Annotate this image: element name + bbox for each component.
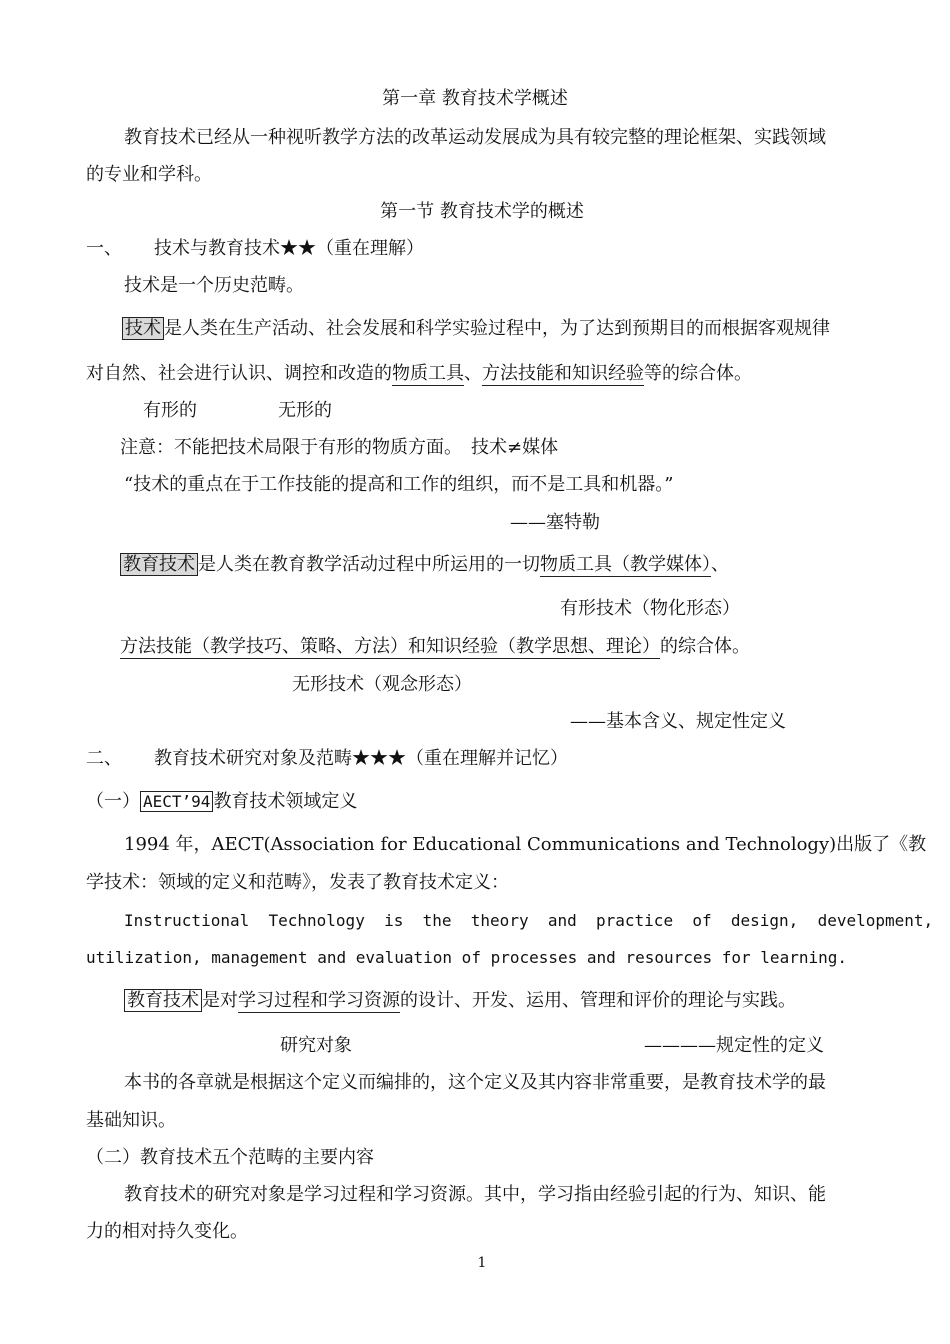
research-object-line-1: 教育技术的研究对象是学习过程和学习资源。其中，学习指由经验引起的行为、知识、能 [124, 1184, 826, 1205]
underline-learning-process-resources: 学习过程和学习资源 [238, 990, 400, 1011]
subsection-1-title: 教育技术领域定义 [213, 791, 358, 812]
aect-definition-cn [124, 988, 796, 1014]
subsection-2-heading: （二）教育技术五个范畴的主要内容 [86, 1147, 374, 1168]
aect-definition-rest: 的设计、开发、运用、管理和评价的理论与实践。 [400, 990, 796, 1011]
separator: 、 [464, 363, 482, 384]
quote-author: ——塞特勒 [510, 512, 600, 533]
aect-94-box: AECT’94 [140, 791, 213, 812]
edu-tech-definition-line-1 [120, 552, 729, 578]
chapter-title: 第一章 教育技术学概述 [382, 88, 568, 109]
tech-definition-text-2: 对自然、社会进行认识、调控和改造的 [86, 363, 392, 384]
note-line: 注意：不能把技术局限于有形的物质方面。 技术≠媒体 [120, 437, 559, 458]
tech-definition-end: 等的综合体。 [644, 363, 752, 384]
edu-tech-definition-end: 的综合体。 [660, 636, 750, 657]
section-title: 第一节 教育技术学的概述 [380, 201, 584, 222]
subsection-1-heading [86, 789, 357, 815]
underline-methods-knowledge: 方法技能和知识经验 [482, 363, 644, 384]
underline-material-tools: 物质工具 [392, 363, 464, 384]
definition-note: ——基本含义、规定性定义 [570, 711, 786, 732]
label-prescriptive-definition: ————规定性的定义 [644, 1035, 824, 1056]
english-definition-line-1: Instructional Technology is the theory and practice of design, development, [124, 911, 934, 930]
english-definition-line-2: utilization, management and evaluation of processes and resources for learning. [86, 948, 847, 967]
separator-2: 、 [711, 554, 729, 575]
edu-tech-definition-line-2 [120, 634, 750, 660]
term-technology: 技术 [122, 317, 164, 340]
quote-line: “技术的重点在于工作技能的提高和工作的组织，而不是工具和机器。” [124, 474, 674, 495]
aect-paragraph-line-2: 学技术：领域的定义和范畴》，发表了教育技术定义： [86, 872, 509, 893]
label-tangible-technology: 有形技术（物化形态） [560, 598, 740, 619]
research-object-line-2: 力的相对持久变化。 [86, 1221, 248, 1242]
part1-paragraph: 技术是一个历史范畴。 [124, 275, 304, 296]
subsection-1-prefix: （一） [86, 791, 140, 812]
part1-number: 一、 [86, 238, 122, 259]
importance-line-1: 本书的各章就是根据这个定义而编排的，这个定义及其内容非常重要，是教育技术学的最 [124, 1072, 826, 1093]
label-tangible: 有形的 [143, 400, 197, 421]
underline-methods-knowledge-2: 方法技能（教学技巧、策略、方法）和知识经验（教学思想、理论） [120, 636, 660, 657]
label-research-object: 研究对象 [280, 1035, 352, 1056]
intro-line-1: 教育技术已经从一种视听教学方法的改革运动发展成为具有较完整的理论框架、实践领域 [124, 127, 826, 148]
page-number: 1 [477, 1255, 487, 1271]
part1-heading: 技术与教育技术★★（重在理解） [154, 238, 424, 259]
term-educational-technology: 教育技术 [120, 553, 198, 576]
part2-number: 二、 [86, 748, 122, 769]
edu-tech-definition-text: 是人类在教育教学活动过程中所运用的一切 [198, 554, 540, 575]
tech-definition-line-2 [86, 361, 752, 387]
underline-material-tools-media: 物质工具（教学媒体） [540, 554, 711, 575]
term-educational-technology-2: 教育技术 [124, 989, 202, 1012]
aect-definition-mid: 是对 [202, 990, 238, 1011]
tech-definition-text: 是人类在生产活动、社会发展和科学实验过程中，为了达到预期目的而根据客观规律 [164, 318, 830, 339]
label-intangible-technology: 无形技术（观念形态） [292, 674, 472, 695]
label-intangible: 无形的 [278, 400, 332, 421]
intro-line-2: 的专业和学科。 [86, 164, 212, 185]
importance-line-2: 基础知识。 [86, 1110, 176, 1131]
tech-definition-line-1 [122, 316, 830, 342]
part2-heading: 教育技术研究对象及范畴★★★（重在理解并记忆） [154, 748, 568, 769]
aect-paragraph-line-1: 1994 年，AECT(Association for Educational Communications and Technology)出版了《教 [124, 834, 927, 855]
